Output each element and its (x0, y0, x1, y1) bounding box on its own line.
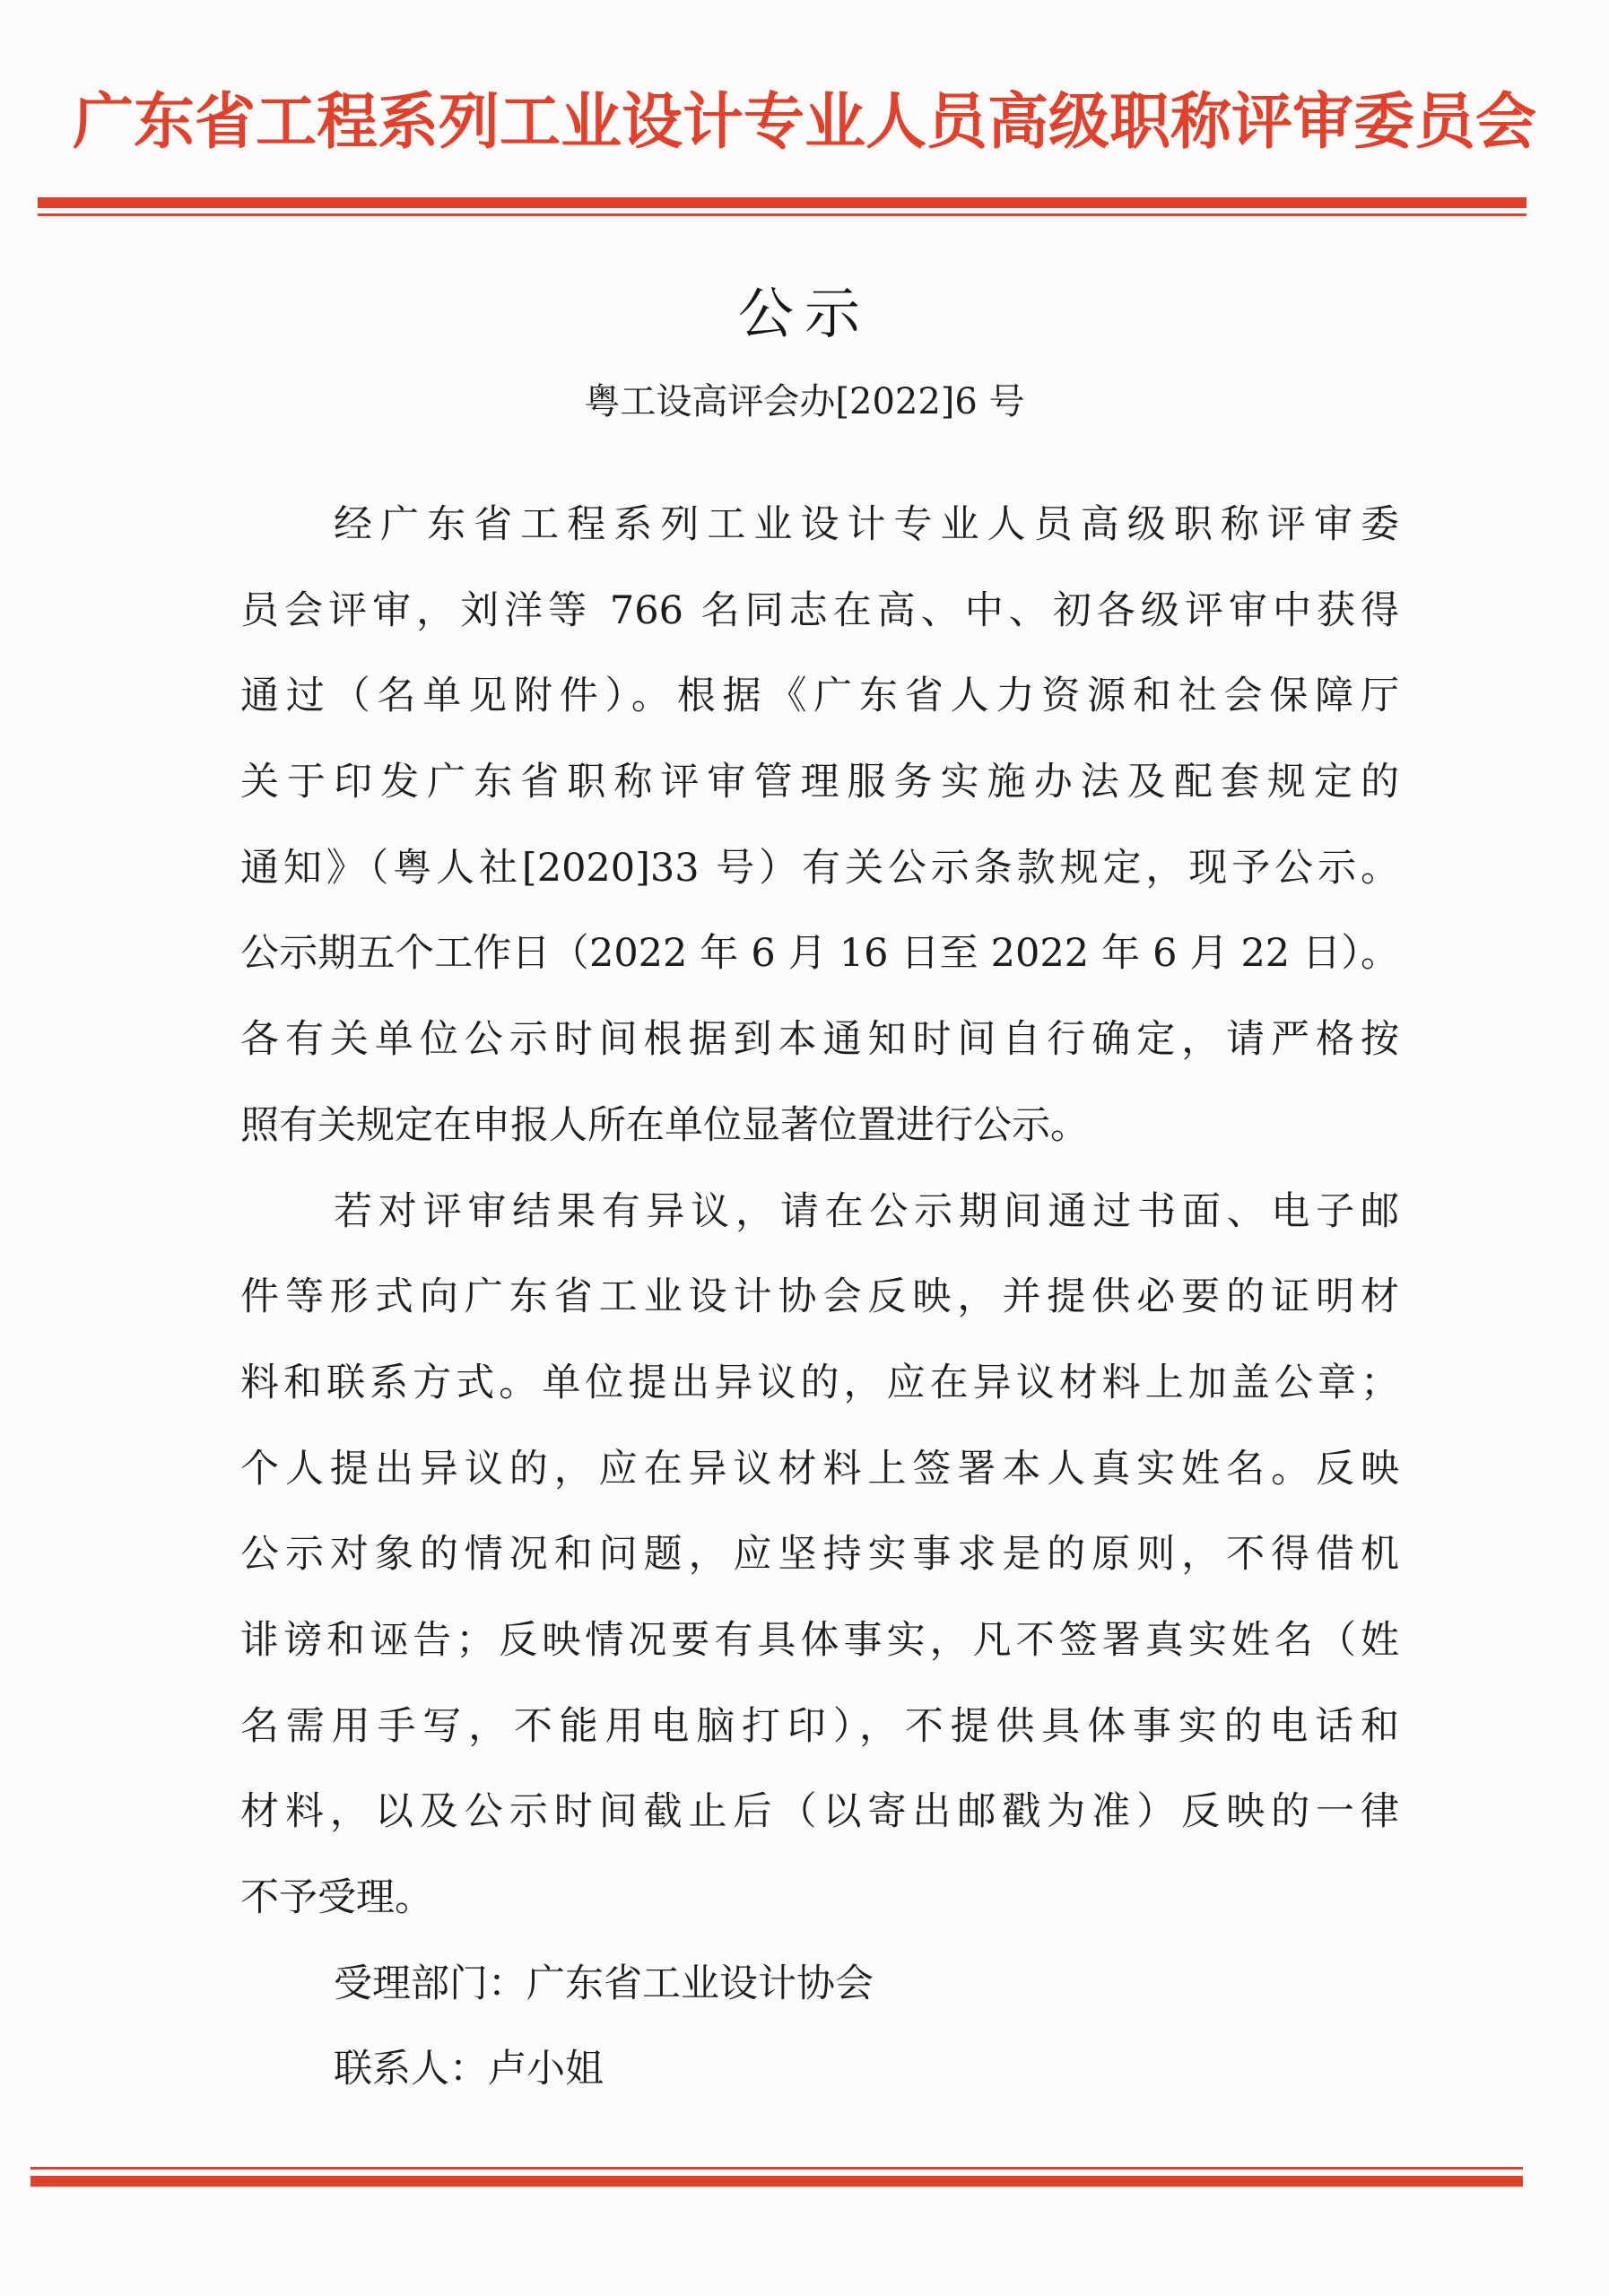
divider-thin-bar (38, 213, 1526, 216)
body-line: 料和联系方式。单位提出异议的，应在异议材料上加盖公章； (240, 1360, 1399, 1405)
body-line: 不予受理。 (240, 1875, 433, 1920)
body-line: 若对评审结果有异议，请在公示期间通过书面、电子邮 (334, 1188, 1399, 1234)
announcement-body (240, 483, 1399, 2113)
body-line: 材料，以及公示时间截止后（以寄出邮戳为准）反映的一律 (240, 1789, 1399, 1835)
divider-thick-bar (30, 2176, 1523, 2187)
body-line: 名需用手写，不能用电脑打印），不提供具体事实的电话和 (240, 1703, 1399, 1749)
body-line: 各有关单位公示时间根据到本通知时间自行确定，请严格按 (240, 1017, 1399, 1063)
body-line: 个人提出异议的，应在异议材料上签署本人真实姓名。反映 (240, 1446, 1399, 1492)
contact-person-line: 联系人：卢小姐 (334, 2047, 604, 2092)
body-line: 通知》（粤人社[2020]33 号）有关公示条款规定，现予公示。 (240, 845, 1399, 891)
body-line: 经广东省工程系列工业设计专业人员高级职称评审委 (334, 502, 1399, 547)
body-line: 通过（名单见附件）。根据《广东省人力资源和社会保障厅 (240, 674, 1399, 719)
body-line: 件等形式向广东省工业设计协会反映，并提供必要的证明材 (240, 1274, 1399, 1320)
divider-thick-bar (38, 197, 1526, 208)
body-line: 员会评审，刘洋等 766 名同志在高、中、初各级评审中获得 (240, 587, 1399, 633)
acceptance-department-line: 受理部门：广东省工业设计协会 (334, 1961, 874, 2006)
divider-thin-bar (30, 2167, 1523, 2170)
document-number: 粤工设高评会办[2022]6 号 (584, 381, 1025, 422)
footer-divider-line (30, 2167, 1523, 2187)
body-line: 公示对象的情况和问题，应坚持实事求是的原则，不得借机 (240, 1532, 1399, 1578)
body-line: 诽谤和诬告；反映情况要有具体事实，凡不签署真实姓名（姓 (240, 1617, 1399, 1663)
body-line: 照有关规定在申报人所在单位显著位置进行公示。 (240, 1102, 1089, 1148)
announcement-title: 公示 (737, 281, 871, 346)
committee-letterhead-title: 广东省工程系列工业设计专业人员高级职称评审委员会 (72, 86, 1536, 158)
body-line: 关于印发广东省职称评审管理服务实施办法及配套规定的 (240, 760, 1399, 805)
letterhead-divider-line (38, 197, 1526, 216)
body-line: 公示期五个工作日（2022 年 6 月 16 日至 2022 年 6 月 22 日）。 (240, 931, 1399, 977)
